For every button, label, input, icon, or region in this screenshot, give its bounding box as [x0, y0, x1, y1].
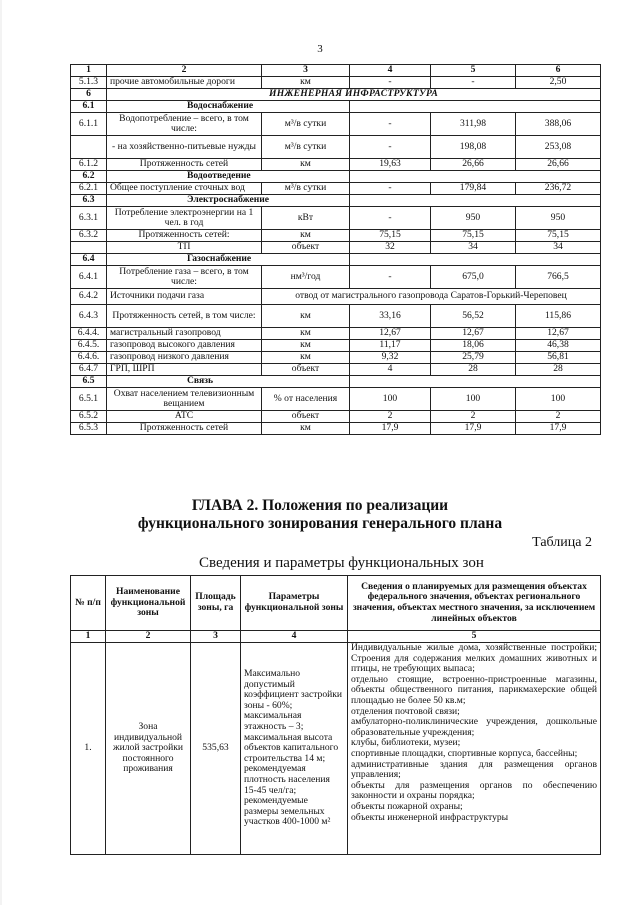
- row-number: 6.2.1: [71, 183, 107, 195]
- value-stage-2: 12,67: [516, 328, 601, 340]
- scan-edge: [0, 0, 2, 905]
- unit: км: [262, 77, 350, 89]
- value-stage-1: 75,15: [431, 230, 516, 242]
- unit: объект: [262, 242, 350, 254]
- unit: км: [262, 305, 350, 328]
- row-number: 6.5.2: [71, 411, 107, 423]
- empty-cell: [350, 171, 601, 183]
- table-header-row: [71, 65, 601, 77]
- value-stage-1: 100: [431, 388, 516, 411]
- row-number: 6.4.5.: [71, 340, 107, 352]
- header-params: Параметры функциональной зоны: [241, 576, 348, 631]
- indicator-name: - на хозяйственно-питьевые нужды: [107, 136, 262, 159]
- value-existing: 33,16: [350, 305, 431, 328]
- table-row: [71, 411, 601, 423]
- row-number: 6.4.2: [71, 289, 107, 305]
- unit: км: [262, 340, 350, 352]
- unit: нм³/год: [262, 266, 350, 289]
- unit: объект: [262, 411, 350, 423]
- unit: км: [262, 423, 350, 435]
- table-row: [71, 305, 601, 328]
- table-row: [71, 254, 601, 266]
- table2-label: Таблица 2: [532, 535, 592, 550]
- value-stage-1: 34: [431, 242, 516, 254]
- row-number: 6.3: [71, 195, 107, 207]
- value-existing: -: [350, 136, 431, 159]
- zone-objects: [348, 643, 601, 855]
- row-number: 6.1.2: [71, 159, 107, 171]
- value-existing: 9,32: [350, 352, 431, 364]
- row-number: 5.1.3: [71, 77, 107, 89]
- value-stage-2: 46,38: [516, 340, 601, 352]
- subsection-title: Связь: [107, 376, 350, 388]
- col-num-5: 5: [348, 631, 601, 643]
- value-stage-2: 950: [516, 207, 601, 230]
- value-stage-2: 56,81: [516, 352, 601, 364]
- value-stage-1: 56,52: [431, 305, 516, 328]
- row-number: [71, 136, 107, 159]
- value-stage-1: 198,08: [431, 136, 516, 159]
- indicators-table: [70, 64, 601, 435]
- zone-number: 1.: [71, 643, 106, 855]
- value-stage-1: 950: [431, 207, 516, 230]
- value-stage-2: 236,72: [516, 183, 601, 195]
- value-stage-2: 34: [516, 242, 601, 254]
- indicator-name: АТС: [107, 411, 262, 423]
- chapter-subtitle: функционального зонирования генерального плана: [137, 515, 503, 532]
- indicator-name: прочие автомобильные дороги: [107, 77, 262, 89]
- indicator-name: ТП: [107, 242, 262, 254]
- table-row: [71, 183, 601, 195]
- zones-table: [70, 575, 601, 855]
- value-stage-2: 115,86: [516, 305, 601, 328]
- row-number: 6.3.2: [71, 230, 107, 242]
- empty-cell: [350, 254, 601, 266]
- indicator-name: Общее поступление сточных вод: [107, 183, 262, 195]
- object-line: объекты инженерной инфраструктуры: [351, 811, 509, 823]
- indicator-name: Потребление газа – всего, в том числе:: [107, 266, 262, 289]
- value-stage-1: 2: [431, 411, 516, 423]
- column-number: 5: [431, 65, 516, 77]
- col-num-3: 3: [191, 631, 241, 643]
- value-existing: 2: [350, 411, 431, 423]
- unit: км: [262, 328, 350, 340]
- indicator-value: отвод от магистрального газопровода Саратов-Горький-Череповец: [262, 289, 601, 305]
- table-row: [71, 289, 601, 305]
- value-stage-2: 28: [516, 364, 601, 376]
- table-row: [71, 195, 601, 207]
- row-number: 6.1.1: [71, 113, 107, 136]
- row-number: 6.4: [71, 254, 107, 266]
- table-row: [71, 171, 601, 183]
- unit: % от населения: [262, 388, 350, 411]
- table2-caption: Сведения и параметры функциональных зон: [199, 555, 484, 571]
- unit: км: [262, 230, 350, 242]
- table-row: [71, 266, 601, 289]
- value-stage-1: 26,66: [431, 159, 516, 171]
- column-number: 1: [71, 65, 107, 77]
- indicator-name: Охват населением телевизионным вещанием: [107, 388, 262, 411]
- value-existing: -: [350, 113, 431, 136]
- value-existing: -: [350, 207, 431, 230]
- value-stage-2: 26,66: [516, 159, 601, 171]
- table-row: [71, 376, 601, 388]
- value-existing: 32: [350, 242, 431, 254]
- column-number: 3: [262, 65, 350, 77]
- row-number: 6.4.6.: [71, 352, 107, 364]
- table-row: [71, 328, 601, 340]
- zone-area: 535,63: [191, 643, 241, 855]
- value-stage-2: 17,9: [516, 423, 601, 435]
- row-number: 6.4.4.: [71, 328, 107, 340]
- value-stage-2: 100: [516, 388, 601, 411]
- table-row: [71, 207, 601, 230]
- indicator-name: Протяженность сетей: [107, 159, 262, 171]
- indicator-name: Потребление электроэнергии на 1 чел. в год: [107, 207, 262, 230]
- zone-params: Максимально допустимый коэффициент застройки зоны - 60%; максимальная этажность – 3; максимальная высота объектов капитального строительства 14 м; рекомендуемая плотность населения 15-45 чел/га; рекомендуемые размеры земельных участков 400-1000 м²: [241, 643, 348, 855]
- object-line: спортивные площадки, спортивные корпуса, бассейны;: [351, 747, 578, 759]
- col-num-4: 4: [241, 631, 348, 643]
- value-stage-1: 17,9: [431, 423, 516, 435]
- value-stage-1: -: [431, 77, 516, 89]
- page-number: 3: [317, 43, 323, 55]
- value-existing: -: [350, 77, 431, 89]
- table-row: [71, 388, 601, 411]
- unit: объект: [262, 364, 350, 376]
- row-number: 6.5.3: [71, 423, 107, 435]
- object-line: отдельно стоящие, встроенно-пристроенные магазины, объекты общественного питания, парикмахерские общей площадью не более 50 кв.м;: [351, 673, 597, 706]
- indicator-name: газопровод высокого давления: [107, 340, 262, 352]
- subsection-title: Газоснабжение: [107, 254, 350, 266]
- value-stage-2: 388,06: [516, 113, 601, 136]
- value-stage-2: 2: [516, 411, 601, 423]
- indicator-name: ГРП, ШРП: [107, 364, 262, 376]
- table-row: [71, 101, 601, 113]
- row-number: [71, 242, 107, 254]
- value-existing: 12,67: [350, 328, 431, 340]
- value-existing: -: [350, 266, 431, 289]
- unit: км: [262, 159, 350, 171]
- table-row: [71, 423, 601, 435]
- value-stage-2: 766,5: [516, 266, 601, 289]
- unit: м³/в сутки: [262, 183, 350, 195]
- value-stage-2: 253,08: [516, 136, 601, 159]
- table-row: [71, 113, 601, 136]
- table-row: [71, 159, 601, 171]
- row-number: 6: [71, 89, 107, 101]
- object-line: отделения почтовой связи;: [351, 705, 460, 717]
- table-row: [71, 136, 601, 159]
- unit: кВт: [262, 207, 350, 230]
- unit: м³/в сутки: [262, 136, 350, 159]
- object-line: клубы, библиотеки, музеи;: [351, 737, 461, 749]
- table-row: [71, 340, 601, 352]
- row-number: 6.4.7: [71, 364, 107, 376]
- indicator-name: Источники подачи газа: [107, 289, 262, 305]
- table-row: [71, 364, 601, 376]
- row-number: 6.4.1: [71, 266, 107, 289]
- empty-cell: [350, 101, 601, 113]
- table-row: [71, 89, 601, 101]
- unit: км: [262, 352, 350, 364]
- column-number: 6: [516, 65, 601, 77]
- indicator-name: Протяженность сетей:: [107, 230, 262, 242]
- indicator-name: Протяженность сетей, в том числе:: [107, 305, 262, 328]
- chapter-title: ГЛАВА 2. Положения по реализации: [191, 497, 449, 514]
- value-existing: 19,63: [350, 159, 431, 171]
- object-line: объекты для размещения органов по обеспечению законности и охраны порядка;: [351, 779, 597, 802]
- value-existing: 17,9: [350, 423, 431, 435]
- header-num: № п/п: [71, 576, 106, 631]
- empty-cell: [350, 195, 601, 207]
- section-title: ИНЖЕНЕРНАЯ ИНФРАСТРУКТУРА: [107, 89, 601, 101]
- indicator-name: Протяженность сетей: [107, 423, 262, 435]
- value-existing: 11,17: [350, 340, 431, 352]
- table-row: [71, 352, 601, 364]
- zone-name: Зона индивидуальной жилой застройки постоянного проживания: [106, 643, 191, 855]
- column-number: 2: [107, 65, 262, 77]
- empty-cell: [350, 376, 601, 388]
- value-stage-2: 2,50: [516, 77, 601, 89]
- value-stage-1: 25,79: [431, 352, 516, 364]
- value-stage-1: 311,98: [431, 113, 516, 136]
- value-stage-1: 179,84: [431, 183, 516, 195]
- unit: м³/в сутки: [262, 113, 350, 136]
- row-number: 6.4.3: [71, 305, 107, 328]
- value-existing: 75,15: [350, 230, 431, 242]
- value-stage-1: 18,06: [431, 340, 516, 352]
- table-row: [71, 242, 601, 254]
- indicator-name: магистральный газопровод: [107, 328, 262, 340]
- object-line: административные здания для размещения органов управления;: [351, 758, 597, 781]
- subsection-title: Электроснабжение: [107, 195, 350, 207]
- object-line: объекты пожарной охраны;: [351, 800, 463, 812]
- value-stage-1: 675,0: [431, 266, 516, 289]
- col-num-1: 1: [71, 631, 106, 643]
- header-zone-name: Наименование функциональной зоны: [106, 576, 191, 631]
- object-line: Индивидуальные жилые дома, хозяйственные постройки; Строения для содержания мелких домашних животных и птицы, не требующих выпаса;: [351, 642, 597, 675]
- row-number: 6.1: [71, 101, 107, 113]
- value-existing: -: [350, 183, 431, 195]
- row-number: 6.2: [71, 171, 107, 183]
- header-objects: Сведения о планируемых для размещения объектах федерального значения, объектах регионального значения, объектах местного значения, за исключением линейных объектов: [348, 576, 601, 631]
- table-row: [71, 77, 601, 89]
- column-number: 4: [350, 65, 431, 77]
- subsection-title: Водоснабжение: [107, 101, 350, 113]
- value-stage-1: 12,67: [431, 328, 516, 340]
- row-number: 6.5.1: [71, 388, 107, 411]
- value-stage-2: 75,15: [516, 230, 601, 242]
- row-number: 6.5: [71, 376, 107, 388]
- row-number: 6.3.1: [71, 207, 107, 230]
- col-num-2: 2: [106, 631, 191, 643]
- table-row: [71, 230, 601, 242]
- subsection-title: Водоотведение: [107, 171, 350, 183]
- value-existing: 100: [350, 388, 431, 411]
- value-existing: 4: [350, 364, 431, 376]
- value-stage-1: 28: [431, 364, 516, 376]
- indicator-name: газопровод низкого давления: [107, 352, 262, 364]
- indicator-name: Водопотребление – всего, в том числе:: [107, 113, 262, 136]
- header-area: Площадь зоны, га: [191, 576, 241, 631]
- object-line: амбулаторно-поликлинические учреждения, дошкольные образовательные учреждения;: [351, 716, 597, 738]
